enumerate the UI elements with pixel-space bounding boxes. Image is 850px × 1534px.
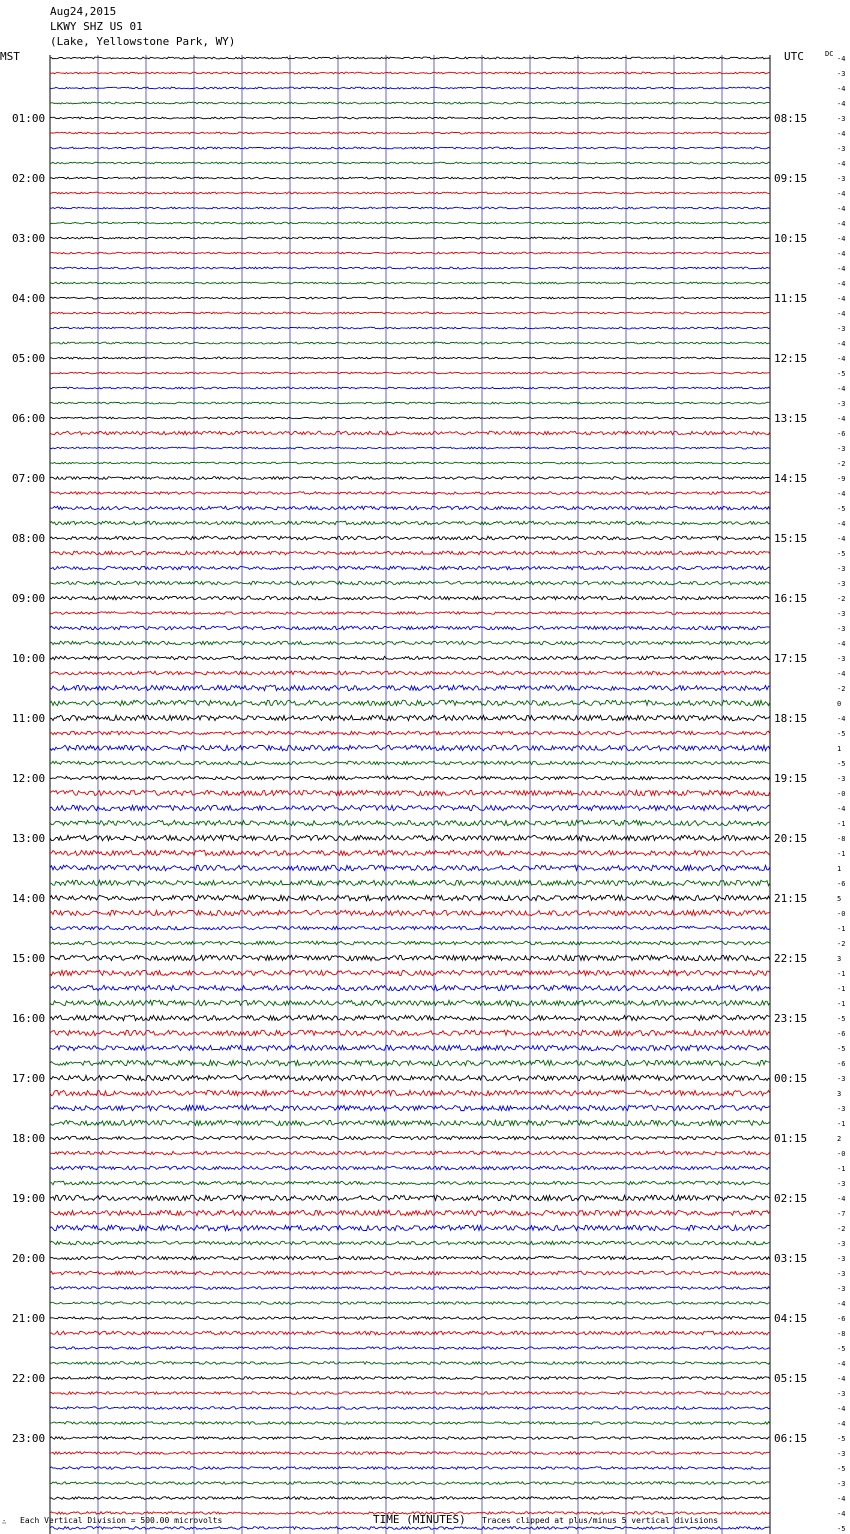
dc-offset: -4 bbox=[837, 715, 846, 723]
trace-row-43 bbox=[50, 700, 770, 705]
utc-hour-label: 13:15 bbox=[774, 412, 808, 425]
dc-offset: -6 bbox=[837, 1315, 846, 1323]
dc-offset: -1 bbox=[837, 1165, 846, 1173]
mst-hour-label: 16:00 bbox=[12, 1012, 46, 1025]
dc-offset: -4 bbox=[837, 670, 846, 678]
trace-row-54 bbox=[50, 865, 770, 870]
dc-offset: 3 bbox=[837, 1090, 842, 1098]
trace-row-14 bbox=[50, 267, 770, 269]
dc-offset: -5 bbox=[837, 550, 846, 558]
dc-offset: -4 bbox=[837, 1375, 846, 1383]
dc-offset: -4 bbox=[837, 160, 846, 168]
utc-hour-label: 16:15 bbox=[774, 592, 808, 605]
mst-hour-labels bbox=[12, 112, 45, 1445]
trace-row-69 bbox=[50, 1090, 770, 1095]
utc-hour-label: 18:15 bbox=[774, 712, 808, 725]
trace-row-41 bbox=[50, 671, 770, 675]
trace-row-93 bbox=[50, 1452, 770, 1455]
trace-row-2 bbox=[50, 87, 770, 89]
dc-offset: -3 bbox=[837, 565, 846, 573]
dc-offset: -4 bbox=[837, 265, 846, 273]
trace-row-78 bbox=[50, 1225, 770, 1230]
utc-hour-label: 11:15 bbox=[774, 292, 808, 305]
dc-offset: -4 bbox=[837, 1420, 846, 1428]
dc-offset: -3 bbox=[837, 175, 846, 183]
trace-row-95 bbox=[50, 1482, 770, 1485]
dc-offset: -3 bbox=[837, 1270, 846, 1278]
station-location: (Lake, Yellowstone Park, WY) bbox=[50, 35, 236, 48]
dc-offset-labels bbox=[837, 55, 845, 1534]
trace-row-25 bbox=[50, 431, 770, 435]
dc-offset: -4 bbox=[837, 100, 846, 108]
utc-hour-label: 05:15 bbox=[774, 1372, 808, 1385]
trace-row-0 bbox=[50, 57, 770, 59]
dc-offset: -4 bbox=[837, 235, 846, 243]
mst-hour-label: 11:00 bbox=[12, 712, 46, 725]
trace-row-94 bbox=[50, 1467, 770, 1470]
dc-offset: -4 bbox=[837, 1360, 846, 1368]
footer-mark: ∴ bbox=[2, 1518, 7, 1526]
dc-offset: -6 bbox=[837, 880, 846, 888]
utc-hour-label: 15:15 bbox=[774, 532, 808, 545]
dc-offset: -0 bbox=[837, 790, 846, 798]
trace-row-81 bbox=[50, 1271, 770, 1275]
trace-row-61 bbox=[50, 970, 770, 975]
dc-offset: 1 bbox=[837, 745, 842, 753]
trace-row-33 bbox=[50, 551, 770, 555]
dc-offset: -3 bbox=[837, 115, 846, 123]
mst-hour-label: 18:00 bbox=[12, 1132, 46, 1145]
mst-hour-label: 02:00 bbox=[12, 172, 46, 185]
dc-offset: -4 bbox=[837, 1510, 846, 1518]
dc-offset: -3 bbox=[837, 1480, 846, 1488]
trace-row-46 bbox=[50, 745, 770, 750]
trace-row-3 bbox=[50, 102, 770, 104]
trace-row-8 bbox=[50, 177, 770, 179]
mst-hour-label: 01:00 bbox=[12, 112, 46, 125]
trace-row-60 bbox=[50, 955, 770, 960]
dc-offset: -1 bbox=[837, 1000, 846, 1008]
left-timezone-label: MST bbox=[0, 50, 20, 63]
mst-hour-label: 09:00 bbox=[12, 592, 46, 605]
mst-hour-label: 03:00 bbox=[12, 232, 46, 245]
trace-row-50 bbox=[50, 805, 770, 810]
trace-row-4 bbox=[50, 117, 770, 119]
trace-row-12 bbox=[50, 237, 770, 239]
dc-offset: -4 bbox=[837, 520, 846, 528]
dc-offset: -8 bbox=[837, 835, 846, 843]
trace-row-17 bbox=[50, 312, 770, 314]
dc-offset: -6 bbox=[837, 1060, 846, 1068]
trace-row-13 bbox=[50, 252, 770, 254]
mst-hour-label: 22:00 bbox=[12, 1372, 46, 1385]
trace-row-32 bbox=[50, 536, 770, 540]
trace-row-27 bbox=[50, 462, 770, 464]
trace-row-16 bbox=[50, 297, 770, 299]
dc-offset: -5 bbox=[837, 1045, 846, 1053]
trace-row-44 bbox=[50, 715, 770, 720]
dc-offset: -3 bbox=[837, 145, 846, 153]
dc-offset: -4 bbox=[837, 190, 846, 198]
mst-hour-label: 21:00 bbox=[12, 1312, 46, 1325]
dc-offset: -3 bbox=[837, 70, 846, 78]
mst-hour-label: 14:00 bbox=[12, 892, 46, 905]
mst-hour-label: 20:00 bbox=[12, 1252, 46, 1265]
trace-row-7 bbox=[50, 162, 770, 164]
dc-offset: -3 bbox=[837, 1240, 846, 1248]
trace-row-76 bbox=[50, 1195, 770, 1200]
trace-row-51 bbox=[50, 820, 770, 825]
trace-row-53 bbox=[50, 850, 770, 855]
trace-row-1 bbox=[50, 72, 770, 74]
mst-hour-label: 06:00 bbox=[12, 412, 46, 425]
minute-gridlines bbox=[50, 55, 770, 1534]
dc-offset: -3 bbox=[837, 325, 846, 333]
dc-offset: -1 bbox=[837, 850, 846, 858]
trace-row-26 bbox=[50, 447, 770, 449]
mst-hour-label: 12:00 bbox=[12, 772, 46, 785]
dc-offset: -4 bbox=[837, 355, 846, 363]
trace-row-80 bbox=[50, 1256, 770, 1260]
utc-hour-label: 00:15 bbox=[774, 1072, 808, 1085]
dc-offset: -5 bbox=[837, 1525, 846, 1533]
mst-hour-label: 08:00 bbox=[12, 532, 46, 545]
dc-offset: -4 bbox=[837, 55, 846, 63]
dc-offset: -2 bbox=[837, 940, 846, 948]
dc-offset: -3 bbox=[837, 610, 846, 618]
dc-offset: -4 bbox=[837, 805, 846, 813]
trace-row-37 bbox=[50, 612, 770, 615]
utc-hour-label: 17:15 bbox=[774, 652, 808, 665]
right-timezone-label: UTC bbox=[784, 50, 804, 63]
dc-offset: -3 bbox=[837, 775, 846, 783]
trace-row-70 bbox=[50, 1105, 770, 1110]
plot-date: Aug24,2015 bbox=[50, 5, 117, 18]
trace-row-47 bbox=[50, 761, 770, 765]
trace-row-87 bbox=[50, 1362, 770, 1365]
trace-row-15 bbox=[50, 282, 770, 284]
trace-row-19 bbox=[50, 342, 770, 344]
trace-row-22 bbox=[50, 387, 770, 389]
dc-offset: -2 bbox=[837, 460, 846, 468]
utc-hour-label: 09:15 bbox=[774, 172, 808, 185]
trace-row-77 bbox=[50, 1210, 770, 1215]
dc-offset: -2 bbox=[837, 1225, 846, 1233]
trace-row-66 bbox=[50, 1045, 770, 1050]
trace-row-90 bbox=[50, 1407, 770, 1410]
trace-row-64 bbox=[50, 1015, 770, 1020]
trace-row-72 bbox=[50, 1136, 770, 1140]
trace-row-59 bbox=[50, 941, 770, 945]
trace-row-88 bbox=[50, 1377, 770, 1380]
dc-offset: -5 bbox=[837, 1465, 846, 1473]
trace-row-86 bbox=[50, 1347, 770, 1350]
trace-row-65 bbox=[50, 1030, 770, 1035]
dc-offset: -2 bbox=[837, 685, 846, 693]
dc-offset: -0 bbox=[837, 910, 846, 918]
trace-row-98 bbox=[50, 1527, 770, 1530]
trace-row-40 bbox=[50, 656, 770, 660]
trace-row-84 bbox=[50, 1317, 770, 1320]
trace-row-10 bbox=[50, 207, 770, 209]
dc-offset: -4 bbox=[837, 1300, 846, 1308]
trace-row-36 bbox=[50, 596, 770, 600]
dc-offset: 2 bbox=[837, 1135, 842, 1143]
dc-offset: -3 bbox=[837, 1255, 846, 1263]
utc-hour-label: 03:15 bbox=[774, 1252, 808, 1265]
mst-hour-label: 05:00 bbox=[12, 352, 46, 365]
dc-offset: -4 bbox=[837, 385, 846, 393]
utc-hour-label: 21:15 bbox=[774, 892, 808, 905]
utc-hour-label: 23:15 bbox=[774, 1012, 808, 1025]
dc-offset: -4 bbox=[837, 130, 846, 138]
dc-offset: -3 bbox=[837, 400, 846, 408]
trace-row-48 bbox=[50, 776, 770, 780]
utc-hour-label: 14:15 bbox=[774, 472, 808, 485]
dc-offset: -3 bbox=[837, 1390, 846, 1398]
dc-offset: -3 bbox=[837, 1180, 846, 1188]
clip-note: Traces clipped at plus/minus 5 vertical divisions bbox=[482, 1516, 719, 1525]
utc-hour-label: 19:15 bbox=[774, 772, 808, 785]
trace-row-68 bbox=[50, 1075, 770, 1080]
dc-offset: -6 bbox=[837, 1030, 846, 1038]
dc-offset: -9 bbox=[837, 475, 846, 483]
utc-hour-label: 10:15 bbox=[774, 232, 808, 245]
trace-row-62 bbox=[50, 985, 770, 990]
utc-hour-label: 01:15 bbox=[774, 1132, 808, 1145]
trace-row-71 bbox=[50, 1120, 770, 1125]
utc-hour-label: 02:15 bbox=[774, 1192, 808, 1205]
trace-row-11 bbox=[50, 222, 770, 224]
dc-offset: -1 bbox=[837, 1120, 846, 1128]
dc-offset: -3 bbox=[837, 445, 846, 453]
dc-offset: -3 bbox=[837, 1075, 846, 1083]
dc-offset: -5 bbox=[837, 505, 846, 513]
trace-row-82 bbox=[50, 1287, 770, 1290]
dc-offset: 0 bbox=[837, 700, 842, 708]
mst-hour-label: 17:00 bbox=[12, 1072, 46, 1085]
utc-hour-label: 22:15 bbox=[774, 952, 808, 965]
station-code: LKWY SHZ US 01 bbox=[50, 20, 143, 33]
trace-row-57 bbox=[50, 910, 770, 915]
trace-row-29 bbox=[50, 492, 770, 495]
dc-offset: -4 bbox=[837, 85, 846, 93]
trace-row-49 bbox=[50, 790, 770, 795]
dc-offset: -2 bbox=[837, 595, 846, 603]
dc-offset: -3 bbox=[837, 1450, 846, 1458]
dc-offset: -5 bbox=[837, 370, 846, 378]
dc-offset: -3 bbox=[837, 1105, 846, 1113]
trace-row-20 bbox=[50, 357, 770, 359]
trace-row-89 bbox=[50, 1392, 770, 1395]
dc-offset: -4 bbox=[837, 280, 846, 288]
dc-offset: -4 bbox=[837, 310, 846, 318]
trace-row-24 bbox=[50, 417, 770, 419]
dc-offset: -3 bbox=[837, 655, 846, 663]
dc-offset: -4 bbox=[837, 205, 846, 213]
dc-offset: -4 bbox=[837, 220, 846, 228]
trace-row-83 bbox=[50, 1302, 770, 1305]
trace-row-75 bbox=[50, 1181, 770, 1185]
mst-hour-label: 04:00 bbox=[12, 292, 46, 305]
dc-offset: -4 bbox=[837, 340, 846, 348]
trace-row-9 bbox=[50, 192, 770, 194]
trace-row-39 bbox=[50, 641, 770, 645]
trace-row-34 bbox=[50, 566, 770, 570]
utc-hour-label: 12:15 bbox=[774, 352, 808, 365]
dc-offset: -4 bbox=[837, 1495, 846, 1503]
dc-offset: -4 bbox=[837, 490, 846, 498]
dc-offset: -4 bbox=[837, 1405, 846, 1413]
dc-offset: 1 bbox=[837, 865, 842, 873]
utc-hour-labels bbox=[774, 112, 807, 1445]
dc-offset: -1 bbox=[837, 985, 846, 993]
trace-row-96 bbox=[50, 1497, 770, 1500]
dc-offset: -5 bbox=[837, 1345, 846, 1353]
dc-offset: -5 bbox=[837, 1015, 846, 1023]
seismic-traces bbox=[50, 57, 770, 1534]
trace-row-45 bbox=[50, 731, 770, 735]
dc-offset: -0 bbox=[837, 1150, 846, 1158]
dc-offset: -1 bbox=[837, 970, 846, 978]
trace-row-31 bbox=[50, 521, 770, 525]
trace-row-92 bbox=[50, 1437, 770, 1440]
trace-row-23 bbox=[50, 402, 770, 404]
trace-row-56 bbox=[50, 895, 770, 900]
trace-row-18 bbox=[50, 327, 770, 329]
trace-row-28 bbox=[50, 477, 770, 480]
dc-offset: -4 bbox=[837, 250, 846, 258]
trace-row-42 bbox=[50, 685, 770, 690]
dc-offset: -1 bbox=[837, 820, 846, 828]
mst-hour-label: 13:00 bbox=[12, 832, 46, 845]
dc-offset: -3 bbox=[837, 580, 846, 588]
trace-row-6 bbox=[50, 147, 770, 149]
scale-note: Each Vertical Division = 500.00 microvolts bbox=[20, 1516, 223, 1525]
trace-row-21 bbox=[50, 372, 770, 374]
dc-header-label: DC bbox=[825, 50, 834, 58]
dc-offset: -8 bbox=[837, 1330, 846, 1338]
utc-hour-label: 04:15 bbox=[774, 1312, 808, 1325]
dc-offset: 3 bbox=[837, 955, 842, 963]
trace-row-58 bbox=[50, 926, 770, 930]
x-axis-title: TIME (MINUTES) bbox=[373, 1513, 466, 1526]
dc-offset: -4 bbox=[837, 415, 846, 423]
dc-offset: -3 bbox=[837, 625, 846, 633]
dc-offset: -5 bbox=[837, 1435, 846, 1443]
trace-row-85 bbox=[50, 1331, 770, 1335]
trace-row-67 bbox=[50, 1060, 770, 1065]
trace-row-38 bbox=[50, 626, 770, 630]
dc-offset: -4 bbox=[837, 640, 846, 648]
trace-row-74 bbox=[50, 1166, 770, 1170]
mst-hour-label: 07:00 bbox=[12, 472, 46, 485]
dc-offset: -7 bbox=[837, 1210, 846, 1218]
trace-row-73 bbox=[50, 1151, 770, 1155]
trace-row-55 bbox=[50, 880, 770, 885]
trace-row-5 bbox=[50, 132, 770, 134]
utc-hour-label: 20:15 bbox=[774, 832, 808, 845]
mst-hour-label: 19:00 bbox=[12, 1192, 46, 1205]
dc-offset: -6 bbox=[837, 430, 846, 438]
mst-hour-label: 15:00 bbox=[12, 952, 46, 965]
trace-row-52 bbox=[50, 835, 770, 840]
trace-row-30 bbox=[50, 506, 770, 510]
dc-offset: -4 bbox=[837, 535, 846, 543]
mst-hour-label: 23:00 bbox=[12, 1432, 46, 1445]
dc-offset: -1 bbox=[837, 925, 846, 933]
dc-offset: -4 bbox=[837, 1195, 846, 1203]
trace-row-35 bbox=[50, 581, 770, 585]
mst-hour-label: 10:00 bbox=[12, 652, 46, 665]
dc-offset: 5 bbox=[837, 895, 842, 903]
dc-offset: -3 bbox=[837, 1285, 846, 1293]
dc-offset: -4 bbox=[837, 295, 846, 303]
trace-row-63 bbox=[50, 1000, 770, 1005]
dc-offset: -5 bbox=[837, 760, 846, 768]
dc-offset: -5 bbox=[837, 730, 846, 738]
utc-hour-label: 08:15 bbox=[774, 112, 808, 125]
trace-row-79 bbox=[50, 1241, 770, 1245]
utc-hour-label: 06:15 bbox=[774, 1432, 808, 1445]
trace-row-91 bbox=[50, 1422, 770, 1425]
